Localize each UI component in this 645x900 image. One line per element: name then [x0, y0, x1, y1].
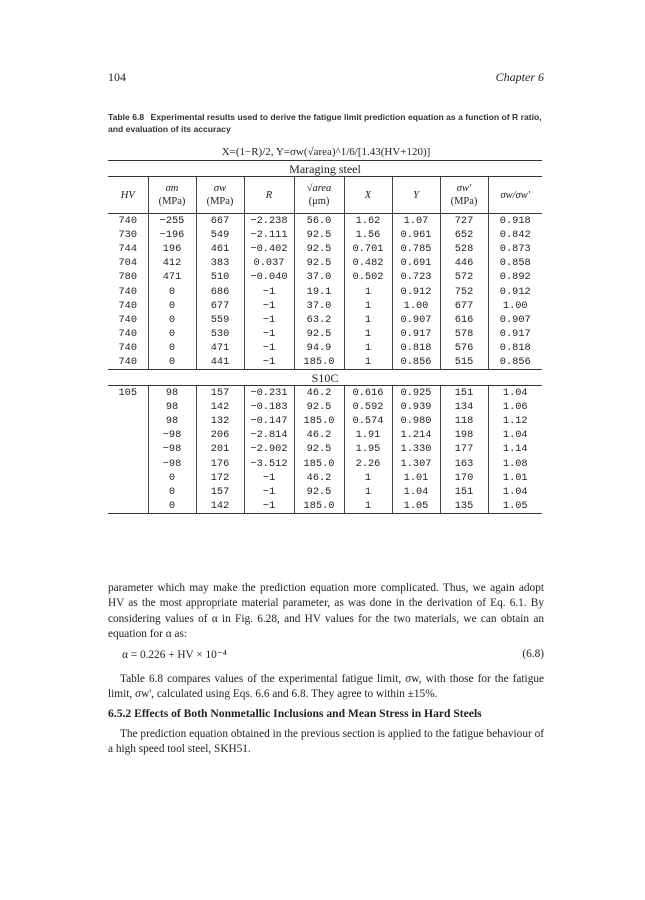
cell-sigma-w: 461	[196, 242, 244, 256]
cell-sqrt-area: 185.0	[294, 355, 344, 370]
cell-sigma-m: 0	[148, 355, 196, 370]
cell-sigma-m: −255	[148, 214, 196, 229]
cell-hv	[108, 499, 148, 514]
cell-hv: 740	[118, 341, 138, 354]
cell-hv: 730	[118, 229, 138, 242]
cell-hv	[108, 457, 148, 471]
paragraph-3: The prediction equation obtained in the previous section is applied to the fatigue behaviour of a high speed tool steel, SKH51.	[108, 728, 544, 756]
cell-x: 1	[344, 485, 392, 499]
cell-sqrt-area: 92.5	[294, 400, 344, 414]
cell-x: 1	[344, 499, 392, 514]
cell-sigma-w-prime: 677	[440, 299, 488, 313]
cell-hv: 740	[118, 299, 138, 312]
cell-r: −1	[244, 355, 294, 370]
cell-sqrt-area: 19.1	[294, 284, 344, 298]
cell-y: 0.939	[392, 400, 440, 414]
cell-r: −1	[244, 485, 294, 499]
table-formula: X=(1−R)/2, Y=σw(√area)^1/6/[1.43(HV+120)]	[221, 146, 431, 158]
cell-x: 0.616	[344, 386, 392, 401]
section-heading: 6.5.2 Effects of Both Nonmetallic Inclusions and Mean Stress in Hard Steels	[108, 707, 482, 720]
cell-ratio: 1.14	[488, 442, 542, 456]
cell-sigma-w-prime: 134	[440, 400, 488, 414]
cell-hv	[108, 485, 148, 499]
cell-ratio: 1.05	[488, 499, 542, 514]
cell-sqrt-area: 46.2	[294, 471, 344, 485]
cell-y: 0.980	[392, 414, 440, 428]
cell-y: 1.307	[392, 457, 440, 471]
cell-x: 1	[344, 471, 392, 485]
table-caption-label: Table 6.8	[108, 112, 145, 122]
cell-y: 0.785	[392, 242, 440, 256]
table-row	[108, 355, 542, 370]
equation-number: (6.8)	[522, 648, 544, 660]
cell-hv: 780	[118, 271, 138, 284]
cell-sqrt-area: 185.0	[294, 499, 344, 514]
cell-y: 0.907	[392, 313, 440, 327]
cell-sigma-w-prime: 151	[440, 386, 488, 401]
table-row	[108, 341, 542, 355]
table-caption-text: Experimental results used to derive the fatigue limit prediction equation as a function of R ratio, and evaluation of its accuracy	[108, 112, 542, 134]
cell-sigma-w: 441	[196, 355, 244, 370]
col-header-y: Y	[392, 177, 440, 214]
table-row	[108, 284, 542, 298]
cell-x: 0.482	[344, 256, 392, 270]
cell-sqrt-area: 56.0	[294, 214, 344, 229]
paragraph-2: Table 6.8 compares values of the experimental fatigue limit, σw, with those for the fatigue limit, σw', calculated using Eqs. 6.6 and 6.8. They agree to within ±15%.	[108, 673, 544, 701]
cell-ratio: 1.12	[488, 414, 542, 428]
cell-sigma-m: 0	[148, 299, 196, 313]
cell-y: 0.856	[392, 355, 440, 370]
table-row	[108, 471, 542, 485]
cell-sigma-w-prime: 170	[440, 471, 488, 485]
cell-hv: 105	[118, 387, 138, 400]
cell-hv	[108, 400, 148, 414]
cell-sigma-w: 142	[196, 400, 244, 414]
table-row	[108, 214, 542, 229]
cell-sigma-m: 196	[148, 242, 196, 256]
col-header-sqrt-area: √area (μm)	[294, 177, 344, 214]
cell-y: 0.691	[392, 256, 440, 270]
cell-sigma-w: 172	[196, 471, 244, 485]
cell-hv: 704	[118, 257, 138, 270]
cell-ratio: 0.873	[488, 242, 542, 256]
table-row	[108, 313, 542, 327]
cell-sigma-w-prime: 135	[440, 499, 488, 514]
cell-sigma-m: 0	[148, 471, 196, 485]
cell-y: 0.818	[392, 341, 440, 355]
cell-y: 1.330	[392, 442, 440, 456]
cell-x: 1	[344, 313, 392, 327]
cell-ratio: 0.856	[488, 355, 542, 370]
cell-x: 2.26	[344, 457, 392, 471]
col-header-ratio: σw/σw'	[488, 177, 542, 214]
cell-sigma-m: 0	[148, 499, 196, 514]
cell-r: −1	[244, 327, 294, 341]
cell-sigma-w-prime: 578	[440, 327, 488, 341]
cell-sigma-w: 201	[196, 442, 244, 456]
cell-sigma-m: 98	[148, 414, 196, 428]
table-row	[108, 414, 542, 428]
cell-hv	[108, 414, 148, 428]
section-title-s10c: S10C	[108, 370, 542, 386]
table-row	[108, 457, 542, 471]
cell-sigma-w-prime: 752	[440, 284, 488, 298]
cell-sigma-w: 142	[196, 499, 244, 514]
cell-sigma-m: 0	[148, 341, 196, 355]
section-title-row	[108, 161, 542, 177]
cell-sqrt-area: 92.5	[294, 442, 344, 456]
cell-r: 0.037	[244, 256, 294, 270]
cell-sigma-w-prime: 727	[440, 214, 488, 229]
cell-sigma-m: 0	[148, 284, 196, 298]
cell-sigma-m: 0	[148, 313, 196, 327]
cell-x: 1	[344, 341, 392, 355]
cell-hv: 744	[118, 243, 138, 256]
col-header-sigma-w: σw (MPa)	[196, 177, 244, 214]
cell-sigma-w-prime: 528	[440, 242, 488, 256]
table-row	[108, 400, 542, 414]
cell-r: −3.512	[244, 457, 294, 471]
data-table	[108, 160, 542, 514]
cell-sigma-w-prime: 616	[440, 313, 488, 327]
cell-r: −2.814	[244, 428, 294, 442]
cell-sigma-m: 98	[148, 386, 196, 401]
equation-expression: α = 0.226 + HV × 10⁻⁴	[122, 649, 227, 661]
cell-ratio: 0.818	[488, 341, 542, 355]
table-head	[108, 161, 542, 214]
cell-sqrt-area: 46.2	[294, 386, 344, 401]
table-row	[108, 442, 542, 456]
cell-sqrt-area: 37.0	[294, 270, 344, 284]
cell-sigma-m: −196	[148, 228, 196, 242]
cell-sigma-m: −98	[148, 442, 196, 456]
cell-sigma-m: 98	[148, 400, 196, 414]
cell-hv: 740	[118, 285, 138, 298]
s10c-title	[108, 370, 542, 386]
cell-ratio: 1.04	[488, 485, 542, 499]
cell-y: 1.07	[392, 214, 440, 229]
cell-ratio: 1.01	[488, 471, 542, 485]
cell-sigma-w-prime: 652	[440, 228, 488, 242]
cell-sigma-w-prime: 576	[440, 341, 488, 355]
cell-ratio: 0.907	[488, 313, 542, 327]
col-header-sigma-m: σm (MPa)	[148, 177, 196, 214]
cell-r: −2.238	[244, 214, 294, 229]
cell-sigma-w-prime: 198	[440, 428, 488, 442]
cell-sqrt-area: 92.5	[294, 485, 344, 499]
cell-sigma-w-prime: 572	[440, 270, 488, 284]
cell-ratio: 1.04	[488, 428, 542, 442]
cell-x: 0.592	[344, 400, 392, 414]
cell-sigma-w: 559	[196, 313, 244, 327]
cell-hv	[108, 471, 148, 485]
table-row	[108, 299, 542, 313]
table-row	[108, 499, 542, 514]
cell-sigma-w-prime: 118	[440, 414, 488, 428]
section-title-maraging: Maraging steel	[108, 161, 542, 177]
cell-x: 1.91	[344, 428, 392, 442]
table-row	[108, 327, 542, 341]
cell-x: 1	[344, 327, 392, 341]
table-caption	[108, 111, 544, 135]
cell-sqrt-area: 63.2	[294, 313, 344, 327]
cell-hv: 740	[118, 313, 138, 326]
cell-r: −0.183	[244, 400, 294, 414]
cell-x: 1	[344, 299, 392, 313]
table-row	[108, 485, 542, 499]
cell-r: −0.231	[244, 386, 294, 401]
cell-sigma-w-prime: 163	[440, 457, 488, 471]
cell-ratio: 1.08	[488, 457, 542, 471]
cell-y: 0.917	[392, 327, 440, 341]
cell-r: −0.147	[244, 414, 294, 428]
maraging-steel-rows	[108, 214, 542, 370]
cell-hv: 740	[118, 327, 138, 340]
cell-sqrt-area: 185.0	[294, 457, 344, 471]
cell-ratio: 1.00	[488, 299, 542, 313]
cell-ratio: 1.06	[488, 400, 542, 414]
cell-r: −1	[244, 471, 294, 485]
cell-ratio: 0.858	[488, 256, 542, 270]
cell-r: −2.902	[244, 442, 294, 456]
cell-ratio: 0.892	[488, 270, 542, 284]
cell-r: −1	[244, 341, 294, 355]
cell-x: 1.95	[344, 442, 392, 456]
cell-r: −2.111	[244, 228, 294, 242]
paragraph-1: parameter which may make the prediction equation more complicated. Thus, we again adopt HV as the most appropriate material parameter, as was done in the derivation of Eq. 6.1. By considering values of α in Fig. 6.28, and HV values for the two materials, we can obtain an equation for α as:	[108, 582, 544, 641]
table-row	[108, 228, 542, 242]
cell-x: 0.701	[344, 242, 392, 256]
cell-sqrt-area: 37.0	[294, 299, 344, 313]
table-row	[108, 256, 542, 270]
cell-sqrt-area: 185.0	[294, 414, 344, 428]
cell-y: 1.00	[392, 299, 440, 313]
cell-ratio: 0.842	[488, 228, 542, 242]
cell-r: −0.402	[244, 242, 294, 256]
col-header-hv: HV	[108, 177, 148, 214]
cell-sigma-w: 667	[196, 214, 244, 229]
col-header-sigma-w-prime: σw' (MPa)	[440, 177, 488, 214]
cell-sigma-w: 471	[196, 341, 244, 355]
cell-sigma-m: 471	[148, 270, 196, 284]
cell-y: 0.925	[392, 386, 440, 401]
cell-sigma-w: 677	[196, 299, 244, 313]
cell-ratio: 0.912	[488, 284, 542, 298]
cell-x: 1.62	[344, 214, 392, 229]
cell-r: −1	[244, 284, 294, 298]
col-header-x: X	[344, 177, 392, 214]
s10c-rows	[108, 386, 542, 514]
cell-sqrt-area: 92.5	[294, 327, 344, 341]
cell-sigma-w: 132	[196, 414, 244, 428]
cell-sigma-m: 0	[148, 485, 196, 499]
cell-y: 1.05	[392, 499, 440, 514]
cell-sqrt-area: 46.2	[294, 428, 344, 442]
cell-r: −1	[244, 499, 294, 514]
cell-sqrt-area: 94.9	[294, 341, 344, 355]
cell-r: −0.040	[244, 270, 294, 284]
cell-y: 0.723	[392, 270, 440, 284]
column-header-row	[108, 177, 542, 214]
cell-sigma-m: −98	[148, 428, 196, 442]
table-row	[108, 428, 542, 442]
section-title-row	[108, 370, 542, 386]
cell-x: 0.502	[344, 270, 392, 284]
cell-y: 1.04	[392, 485, 440, 499]
table-row	[108, 242, 542, 256]
cell-sigma-w: 157	[196, 386, 244, 401]
cell-sigma-m: −98	[148, 457, 196, 471]
cell-sigma-w-prime: 515	[440, 355, 488, 370]
cell-sigma-w: 510	[196, 270, 244, 284]
equation-6-8	[122, 648, 544, 664]
cell-sigma-w: 157	[196, 485, 244, 499]
cell-sigma-w: 176	[196, 457, 244, 471]
cell-sqrt-area: 92.5	[294, 228, 344, 242]
cell-ratio: 0.917	[488, 327, 542, 341]
cell-x: 0.574	[344, 414, 392, 428]
cell-sigma-w-prime: 151	[440, 485, 488, 499]
cell-ratio: 0.918	[488, 214, 542, 229]
cell-y: 1.214	[392, 428, 440, 442]
cell-x: 1.56	[344, 228, 392, 242]
cell-sigma-w-prime: 177	[440, 442, 488, 456]
cell-sigma-m: 0	[148, 327, 196, 341]
cell-sigma-w: 549	[196, 228, 244, 242]
cell-sigma-w: 383	[196, 256, 244, 270]
cell-sqrt-area: 92.5	[294, 242, 344, 256]
cell-sigma-m: 412	[148, 256, 196, 270]
page-number: 104	[108, 70, 126, 84]
cell-y: 0.912	[392, 284, 440, 298]
chapter-label: Chapter 6	[495, 70, 544, 84]
cell-ratio: 1.04	[488, 386, 542, 401]
cell-r: −1	[244, 299, 294, 313]
cell-x: 1	[344, 284, 392, 298]
cell-sigma-w-prime: 446	[440, 256, 488, 270]
cell-sqrt-area: 92.5	[294, 256, 344, 270]
cell-sigma-w: 686	[196, 284, 244, 298]
cell-sigma-w: 206	[196, 428, 244, 442]
cell-hv: 740	[108, 355, 148, 370]
col-header-r: R	[244, 177, 294, 214]
cell-y: 1.01	[392, 471, 440, 485]
cell-r: −1	[244, 313, 294, 327]
cell-hv	[108, 442, 148, 456]
cell-x: 1	[344, 355, 392, 370]
cell-sigma-w: 530	[196, 327, 244, 341]
table-row	[108, 386, 542, 401]
table-row	[108, 270, 542, 284]
cell-hv	[108, 428, 148, 442]
cell-hv: 740	[118, 215, 138, 228]
cell-y: 0.961	[392, 228, 440, 242]
